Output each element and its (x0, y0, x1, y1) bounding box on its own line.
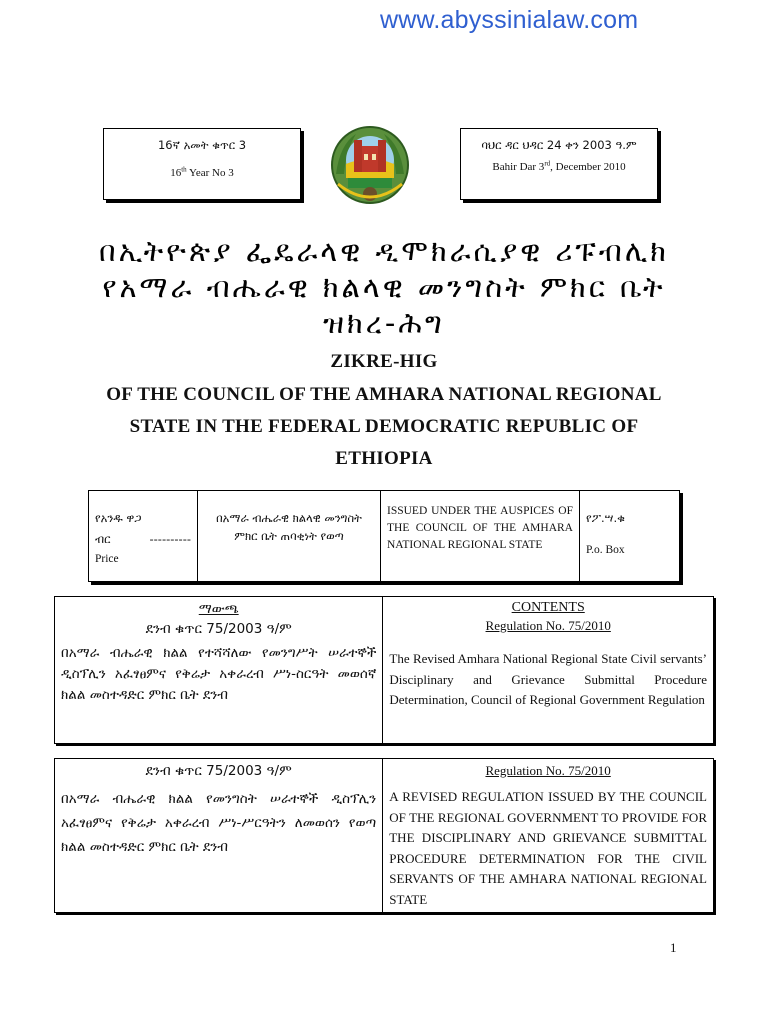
price-cell (89, 491, 198, 582)
contents-english-cell (383, 597, 714, 744)
issue-date-english: Bahir Dar 3rd, December 2010 (492, 159, 626, 173)
regulation-amharic-cell (55, 759, 383, 913)
title-amharic-line-1: በኢትዮጵያ ፌዴራላዊ ዲሞክራሲያዊ ሪፑብሊክ (99, 234, 669, 268)
website-url-link[interactable]: www.abyssinialaw.com (380, 6, 639, 34)
issue-number-box (103, 128, 301, 200)
contents-heading-english: CONTENTS (511, 600, 585, 615)
title-amharic-line-3: ዝክረ-ሕግ (323, 306, 445, 340)
issue-number-amharic: 16ኛ አመት ቁጥር 3 (157, 138, 247, 152)
contents-regulation-number-english: Regulation No. 75/2010 (485, 618, 611, 633)
regulation-english-cell (383, 759, 714, 913)
title-english-line-3: STATE IN THE FEDERAL DEMOCRATIC REPUBLIC OF (129, 416, 639, 437)
contents-regulation-number-amharic: ደንብ ቁጥር 75/2003 ዓ/ም (145, 621, 292, 637)
title-english-line-1: ZIKRE-HIG (330, 351, 438, 372)
auspices-english-cell: ISSUED UNDER THE AUSPICES OF THE COUNCIL OF THE AMHARA NATIONAL REGIONAL STATE (381, 491, 580, 582)
regulation-table (54, 758, 714, 913)
page-number: 1 (670, 940, 677, 955)
contents-heading-amharic: ማውጫ (198, 601, 239, 617)
amhara-emblem-icon (330, 124, 410, 206)
regulation-number-amharic: ደንብ ቁጥር 75/2003 ዓ/ም (145, 763, 292, 779)
auspices-amharic-cell: በአማራ ብሔራዊ ክልላዊ መንግስት ምክር ቤት ጠባቂነት የወጣ (198, 491, 381, 582)
issue-date-amharic: ባህር ዳር ህዳር 24 ቀን 2003 ዓ.ም (481, 138, 637, 152)
regulation-title-english: A REVISED REGULATION ISSUED BY THE COUNCIL OF THE REGIONAL GOVERNMENT TO PROVIDE FOR THE DISCIPLINARY AND GRIEVANCE SUBMITTAL PROCEDURE DETERMINATION FOR THE CIVIL SERVANTS OF THE AMHARA NATIONAL REGIONAL STATE (389, 789, 707, 907)
price-label-english: Price (95, 553, 119, 565)
regulation-number-english: Regulation No. 75/2010 (485, 763, 611, 778)
contents-table (54, 596, 714, 744)
issue-date-box (460, 128, 658, 200)
regulation-title-amharic: በአማራ ብሔራዊ ክልል የመንግስት ሠራተኞች ዲስፕሊን አፈፃፀምና የቅሬታ አቀራረብ ሥነ-ሥርዓትን ለመወሰን የወጣ ክልል መስተዳድር ምክር ቤት ደንብ (61, 791, 377, 855)
price-currency-row: ብር ---------- (95, 532, 191, 546)
contents-description-english: The Revised Amhara National Regional State Civil servants’ Disciplinary and Grievance Submittal Procedure Determination, Council of Regional Government Regulation (389, 651, 707, 707)
price-auspices-table (88, 490, 680, 582)
title-english-line-4: ETHIOPIA (335, 448, 433, 469)
po-box-amharic: የፖ.ሣ.ቁ (586, 511, 625, 525)
po-box-cell (580, 491, 680, 582)
contents-description-amharic: በአማራ ብሔራዊ ክልል የተሻሻለው የመንግሥት ሠራተኞች ዲስፕሊን አፈፃፀምና የቅሬታ አቀራረብ ሥነ-ስርዓት መወሰኛ ክልል መስተዳድር ምክር ቤት ደንብ (61, 645, 377, 703)
po-box-english: P.o. Box (586, 544, 625, 556)
issue-number-english: 16th Year No 3 (170, 165, 234, 179)
title-amharic-line-2: የአማራ ብሔራዊ ክልላዊ መንግስት ምክር ቤት (102, 270, 666, 304)
contents-amharic-cell (55, 597, 383, 744)
title-english-line-2: OF THE COUNCIL OF THE AMHARA NATIONAL REGIONAL (106, 384, 662, 405)
price-label-amharic: የአንዱ ዋጋ (95, 511, 142, 525)
